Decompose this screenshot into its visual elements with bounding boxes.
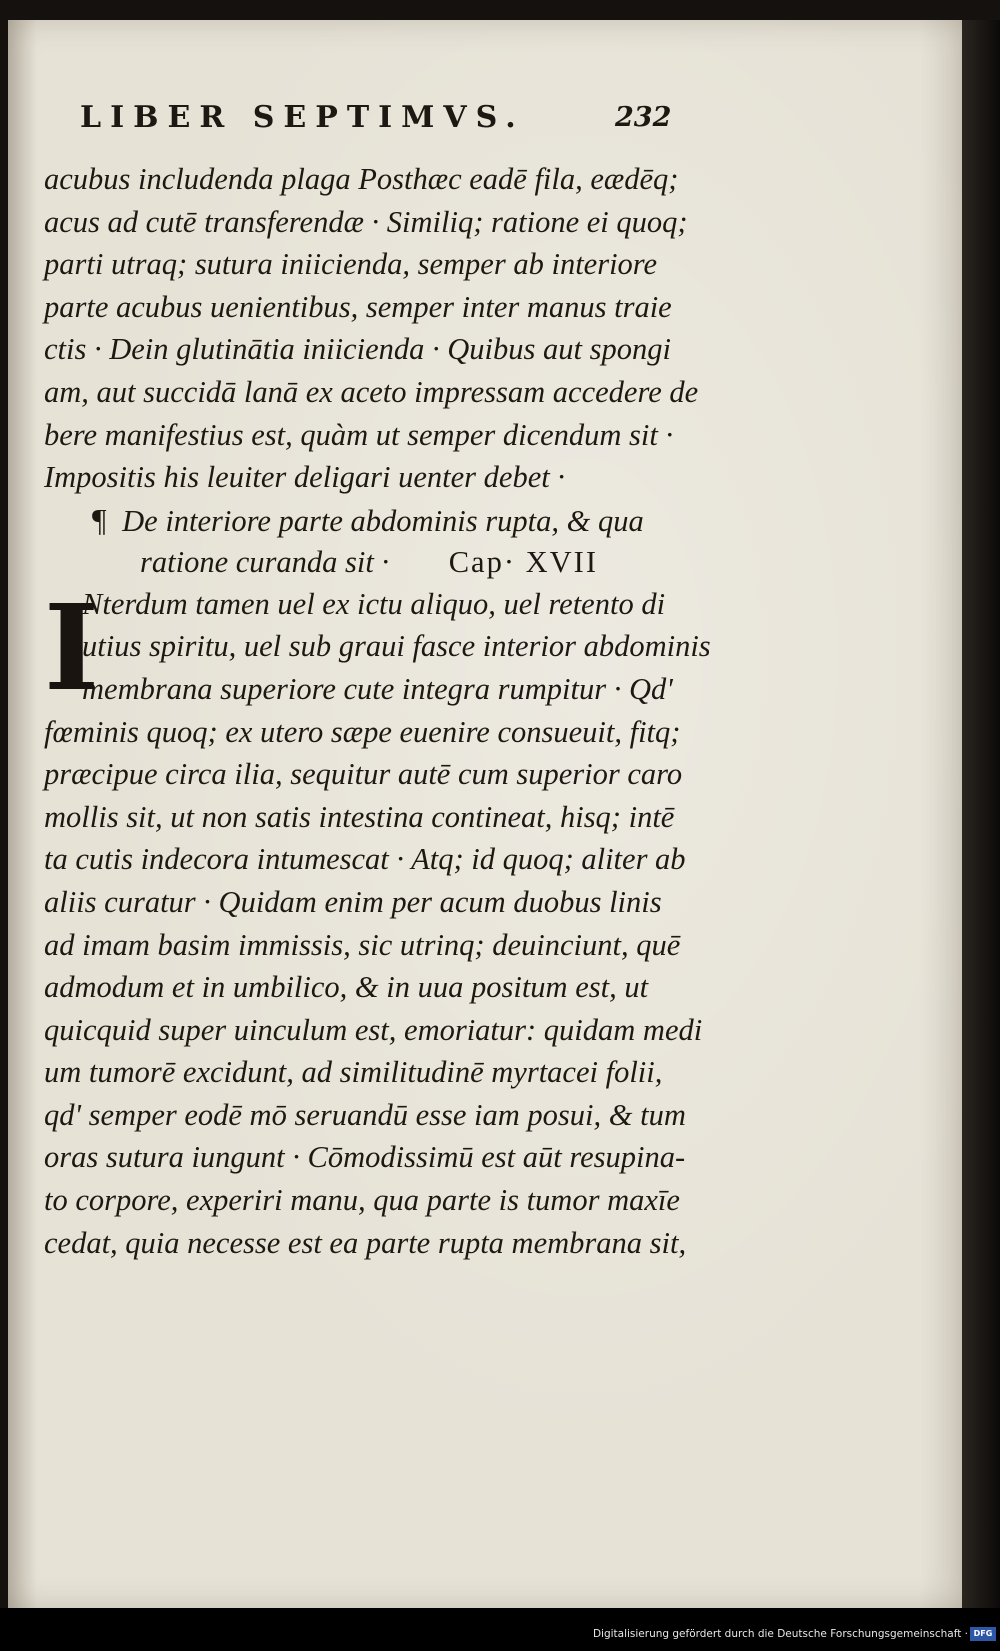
text-line: am, aut succidā lanā ex aceto impressam accedere de: [44, 374, 699, 409]
text-line: acubus includenda plaga Posthæc eadē fila, eædēq;: [44, 162, 679, 196]
paragraph-mark: ¶: [92, 501, 107, 538]
chapter-heading: [44, 499, 724, 583]
text-line: aliis curatur · Quidam enim per acum duobus linis: [44, 884, 662, 919]
text-line: quicquid super uinculum est, emoriatur: quidam medi: [44, 1012, 703, 1047]
text-line: præcipue circa ilia, sequitur autē cum superior caro: [44, 757, 683, 792]
heading-text: De interiore parte abdominis rupta, & qua: [122, 503, 644, 538]
funding-credit: Digitalisierung gefördert durch die Deutsche Forschungsgemeinschaft ·: [592, 1628, 968, 1640]
text-line: parti utraq; sutura iniicienda, semper ab interiore: [44, 247, 658, 282]
running-head: [80, 96, 680, 138]
chapter-body: [44, 577, 724, 1265]
text-line: parte acubus uenientibus, semper inter manus traie: [44, 289, 672, 324]
text-line: utius spiritu, uel sub graui fasce interior abdominis: [82, 629, 711, 664]
footer-strip: [0, 1608, 1000, 1651]
text-line: cedat, quia necesse est ea parte rupta membrana sit,: [44, 1225, 687, 1260]
folio-number: 232: [615, 102, 672, 133]
heading-line: [44, 499, 724, 541]
text-line: fœminis quoq; ex utero sæpe euenire consueuit, fitq;: [44, 714, 681, 749]
drop-cap-initial: I: [44, 577, 100, 717]
text-line: membrana superiore cute integra rumpitur · Qd': [82, 671, 673, 706]
heading-line: [44, 541, 724, 583]
text-line: um tumorē excidunt, ad similitudinē myrtacei folii,: [44, 1055, 663, 1090]
text-line: qd' semper eodē mō seruandū esse iam posui, & tum: [44, 1097, 686, 1132]
text-line: mollis sit, ut non satis intestina contineat, hisq; intē: [44, 799, 675, 834]
text-line: oras sutura iungunt · Cōmodissimū est aūt resupina-: [44, 1140, 686, 1175]
chapter-number: Cap· XVII: [448, 544, 598, 579]
text-line: ctis · Dein glutinātia iniicienda · Quibus aut spongi: [44, 332, 671, 367]
text-line: Impositis his leuiter deligari uenter debet ·: [44, 460, 565, 495]
text-block-before: [44, 158, 724, 499]
running-title: LIBER SEPTIMVS.: [80, 100, 525, 135]
text-line: acus ad cutē transferendæ · Similiq; ratione ei quoq;: [44, 204, 688, 239]
body-text: [44, 158, 724, 1264]
page-edge-shadow: [962, 20, 1000, 1608]
text-line: to corpore, experiri manu, qua parte is tumor maxīe: [44, 1183, 680, 1218]
heading-text: ratione curanda sit ·: [140, 544, 390, 579]
text-line: admodum et in umbilico, & in uua positum est, ut: [44, 970, 649, 1005]
dfg-logo: DFG: [970, 1627, 996, 1641]
text-line: bere manifestius est, quàm ut semper dicendum sit ·: [44, 417, 674, 452]
text-line: Nterdum tamen uel ex ictu aliquo, uel retento di: [82, 586, 666, 621]
text-line: ad imam basim immissis, sic utrinq; deuinciunt, quē: [44, 927, 681, 962]
text-line: ta cutis indecora intumescat · Atq; id quoq; aliter ab: [44, 842, 686, 877]
